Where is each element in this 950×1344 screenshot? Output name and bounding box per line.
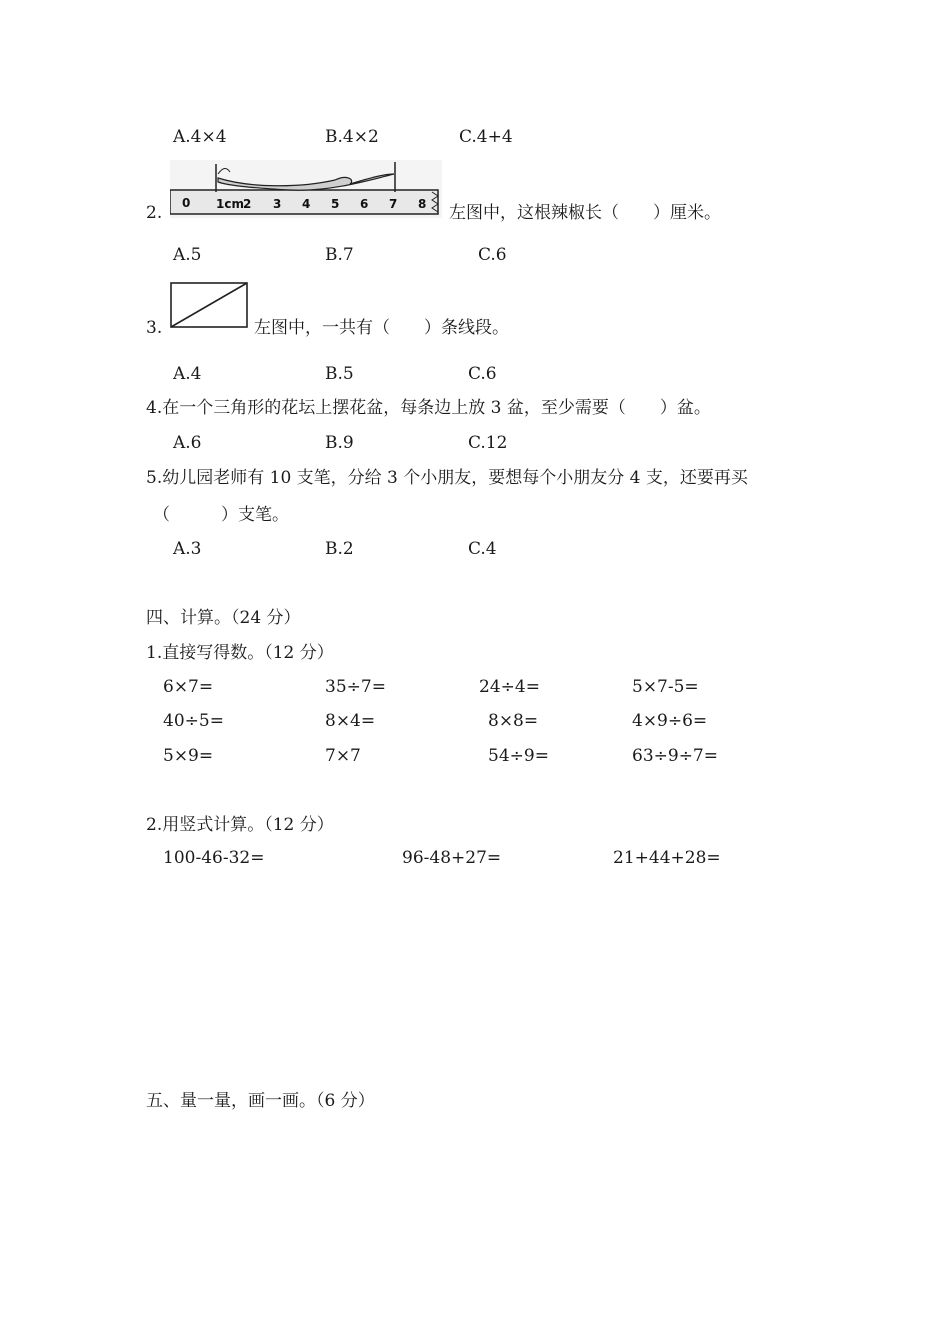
ruler-label-1cm: 1cm xyxy=(216,197,244,211)
q4-text: 4.在一个三角形的花坛上摆花盆，每条边上放 3 盆，至少需要（ ）盆。 xyxy=(146,398,711,418)
section4-sub1: 1.直接写得数。（12 分） xyxy=(146,643,334,663)
section4-sub2: 2.用竖式计算。（12 分） xyxy=(146,815,334,835)
q2-text: 左图中，这根辣椒长（ ）厘米。 xyxy=(449,203,721,223)
q3-text: 左图中，一共有（ ）条线段。 xyxy=(254,318,509,338)
calc-item: 63÷9÷7= xyxy=(632,746,718,766)
q5-option-b: B.2 xyxy=(325,539,354,559)
ruler-label-7: 7 xyxy=(389,197,398,211)
rectangle-diagonal-figure xyxy=(170,282,248,328)
q2-option-b: B.7 xyxy=(325,245,354,265)
calc-item: 4×9÷6= xyxy=(632,711,708,731)
vertical-calc-item: 21+44+28= xyxy=(613,848,721,868)
q4-option-b: B.9 xyxy=(325,433,354,453)
q2-option-a: A.5 xyxy=(173,245,202,265)
ruler-label-3: 3 xyxy=(273,197,282,211)
calc-item: 6×7= xyxy=(163,677,214,697)
section4-title: 四、计算。（24 分） xyxy=(146,608,301,628)
q4-option-a: A.6 xyxy=(173,433,202,453)
calc-item: 5×7-5= xyxy=(632,677,699,697)
calc-item: 5×9= xyxy=(163,746,214,766)
ruler-label-5: 5 xyxy=(331,197,340,211)
ruler-label-4: 4 xyxy=(302,197,311,211)
calc-item: 8×8= xyxy=(488,711,539,731)
q1-option-c: C.4+4 xyxy=(459,127,513,147)
ruler-label-2: 2 xyxy=(243,197,252,211)
calc-item: 35÷7= xyxy=(325,677,386,697)
vertical-calc-item: 96-48+27= xyxy=(402,848,502,868)
ruler-label-8: 8 xyxy=(418,197,427,211)
q3-number: 3. xyxy=(146,318,163,338)
q5-option-a: A.3 xyxy=(173,539,202,559)
q1-option-a: A.4×4 xyxy=(173,127,227,147)
q3-option-a: A.4 xyxy=(173,364,202,384)
q5-option-c: C.4 xyxy=(468,539,497,559)
ruler-pepper-figure xyxy=(170,160,442,218)
q5-text: 5.幼儿园老师有 10 支笔，分给 3 个小朋友，要想每个小朋友分 4 支，还要再买 xyxy=(146,468,748,488)
q3-option-c: C.6 xyxy=(468,364,497,384)
calc-item: 8×4= xyxy=(325,711,376,731)
section5-title: 五、量一量，画一画。（6 分） xyxy=(146,1091,375,1111)
ruler-label-0: 0 xyxy=(182,196,191,210)
q4-option-c: C.12 xyxy=(468,433,508,453)
vertical-calc-item: 100-46-32= xyxy=(163,848,265,868)
calc-item: 24÷4= xyxy=(479,677,540,697)
q2-number: 2. xyxy=(146,203,163,223)
q1-option-b: B.4×2 xyxy=(325,127,379,147)
calc-item: 54÷9= xyxy=(488,746,549,766)
q5-text-line2: （ ）支笔。 xyxy=(153,505,289,525)
calc-item: 40÷5= xyxy=(163,711,224,731)
ruler-label-6: 6 xyxy=(360,197,369,211)
calc-item: 7×7 xyxy=(325,746,361,766)
q2-option-c: C.6 xyxy=(478,245,507,265)
q3-option-b: B.5 xyxy=(325,364,354,384)
